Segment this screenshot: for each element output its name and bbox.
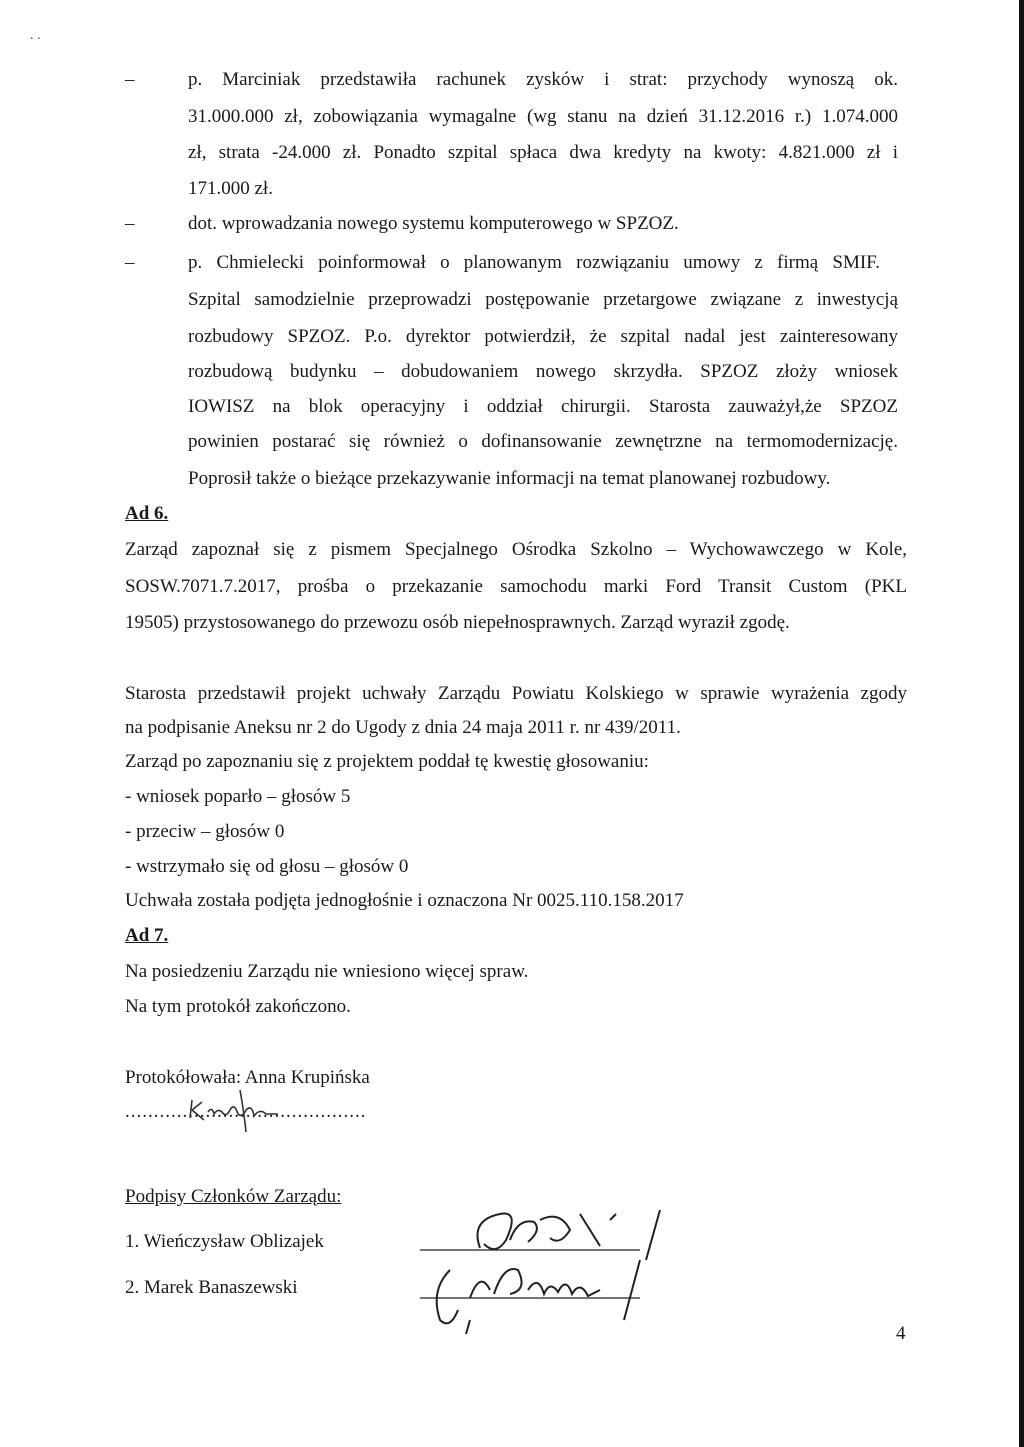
paragraph-line: p. Chmielecki poinformował o planowanym rozwiązaniu umowy z firmą SMIF. [188, 252, 880, 273]
bullet-dash: – [125, 252, 135, 273]
paragraph-line: Starosta przedstawił projekt uchwały Zarządu Powiatu Kolskiego w sprawie wyrażenia zgody [125, 683, 907, 704]
paragraph-line: 31.000.000 zł, zobowiązania wymagalne (wg stanu na dzień 31.12.2016 r.) 1.074.000 [188, 106, 898, 127]
paragraph-line: Na posiedzeniu Zarządu nie wniesiono więcej spraw. [125, 961, 529, 982]
paragraph-line: powinien postarać się również o dofinansowanie zewnętrzne na termomodernizację. [188, 431, 898, 452]
paragraph-line: Na tym protokół zakończono. [125, 996, 351, 1017]
vote-abstain: - wstrzymało się od głosu – głosów 0 [125, 856, 409, 877]
recorder-label: Protokółowała: Anna Krupińska [125, 1067, 370, 1088]
paragraph-line: zł, strata -24.000 zł. Ponadto szpital spłaca dwa kredyty na kwoty: 4.821.000 zł i [188, 142, 898, 163]
paragraph-line: IOWISZ na blok operacyjny i oddział chirurgii. Starosta zauważył,że SPZOZ [188, 396, 898, 417]
paragraph-line: Zarząd zapoznał się z pismem Specjalnego Ośrodka Szkolno – Wychowawczego w Kole, [125, 539, 907, 560]
vote-intro: Zarząd po zapoznaniu się z projektem poddał tę kwestię głosowaniu: [125, 751, 649, 772]
paragraph-line: 171.000 zł. [188, 178, 273, 199]
bullet-dash: – [125, 213, 135, 234]
scan-border [1019, 0, 1024, 1447]
paragraph-line: 19505) przystosowanego do przewozu osób niepełnosprawnych. Zarząd wyraził zgodę. [125, 612, 790, 633]
section-heading: Ad 6. [125, 503, 169, 524]
page-number: 4 [896, 1323, 906, 1344]
scan-specks: . . [30, 28, 41, 43]
signature-dotted-line: .......................................... [125, 1101, 367, 1122]
resolution-line: Uchwała została podjęta jednogłośnie i oznaczona Nr 0025.110.158.2017 [125, 890, 684, 911]
bullet-dash: – [125, 69, 135, 90]
paragraph-line: dot. wprowadzania nowego systemu komputerowego w SPZOZ. [188, 213, 679, 234]
paragraph-line: Szpital samodzielnie przeprowadzi postępowanie przetargowe związane z inwestycją [188, 289, 898, 310]
vote-against: - przeciw – głosów 0 [125, 821, 285, 842]
paragraph-line: Poprosił także o bieżące przekazywanie informacji na temat planowanej rozbudowy. [188, 468, 831, 489]
vote-for: - wniosek poparło – głosów 5 [125, 786, 351, 807]
paragraph-line: na podpisanie Aneksu nr 2 do Ugody z dnia 24 maja 2011 r. nr 439/2011. [125, 717, 681, 738]
paragraph-line: SOSW.7071.7.2017, prośba o przekazanie samochodu marki Ford Transit Custom (PKL [125, 576, 907, 597]
signatures-heading: Podpisy Członków Zarządu: [125, 1186, 342, 1207]
recorder-signature [182, 1082, 362, 1132]
board-member: 1. Wieńczysław Oblizajek [125, 1231, 324, 1252]
section-heading: Ad 7. [125, 925, 169, 946]
paragraph-line: rozbudową budynku – dobudowaniem nowego skrzydła. SPZOZ złoży wniosek [188, 361, 898, 382]
member-signature-2 [410, 1250, 670, 1380]
paragraph-line: p. Marciniak przedstawiła rachunek zysków i strat: przychody wynoszą ok. [188, 69, 898, 90]
paragraph-line: rozbudowy SPZOZ. P.o. dyrektor potwierdził, że szpital nadal jest zainteresowany [188, 326, 898, 347]
board-member: 2. Marek Banaszewski [125, 1277, 298, 1298]
